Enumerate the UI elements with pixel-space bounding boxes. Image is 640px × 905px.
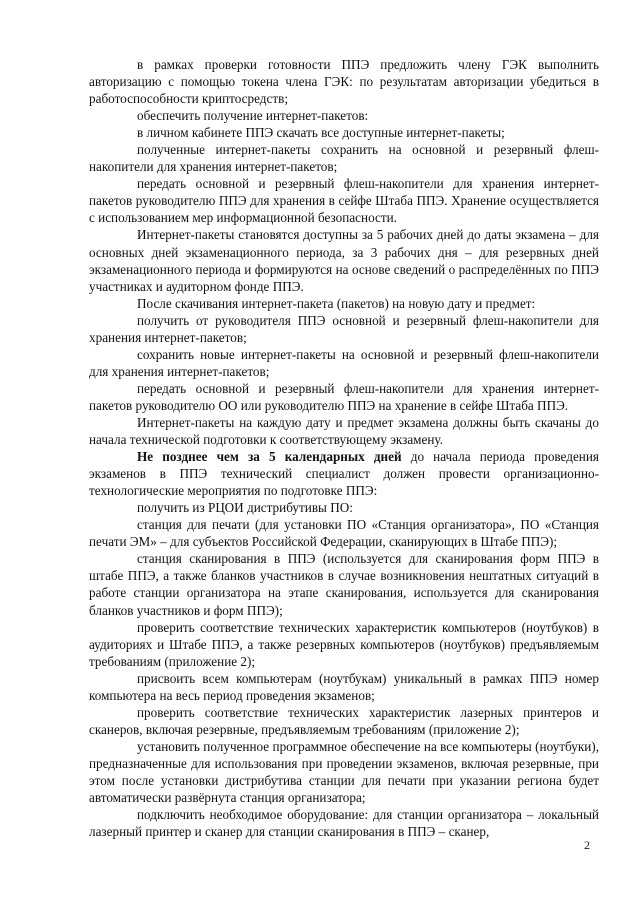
paragraph-after-download: После скачивания интернет-пакета (пакетов) на новую дату и предмет: [137, 295, 536, 311]
item-check-printers: проверить соответствие технических характеристик лазерных принтеров и сканеров, включая резервные, предъявляемым требованиям (приложение 2); [89, 704, 599, 737]
item-connect-equipment: подключить необходимое оборудование: для станции организатора – локальный лазерный принтер и сканер для станции сканирования в ППЭ – сканер, [89, 807, 599, 840]
deadline-text: до начала периода проведения экзаменов в ППЭ технический специалист должен провести организационно-технологические мероприятия по подготовке ППЭ: [89, 449, 599, 499]
item-install-software: установить полученное программное обеспечение на все компьютеры (ноутбуки), предназначенные для использования при проведении экзаменов, включая резервные, при этом после установки дистрибутива станции для печати при указании региона будет автоматически развёрнута станция организатора; [89, 738, 599, 806]
paragraph-transfer-to-head: передать основной и резервный флеш-накопители для хранения интернет-пакетов руководителю ОО или руководителю ППЭ на хранение в сейфе Штаба ППЭ. [89, 380, 599, 413]
item-get-distributions: получить из РЦОИ дистрибутивы ПО: [137, 500, 353, 516]
paragraph-transfer-flash: передать основной и резервный флеш-накопители для хранения интернет-пакетов руководителю ППЭ для хранения в сейфе Штаба ППЭ. Хранение осуществляется с использованием мер информационной безопасности. [89, 176, 599, 226]
deadline-bold-text: Не позднее чем за 5 календарных дней [137, 449, 402, 465]
paragraph-save-new-packages: сохранить новые интернет-пакеты на основной и резервный флеш-накопители для хранения интернет-пакетов; [89, 346, 599, 379]
paragraph-authorization: в рамках проверки готовности ППЭ предложить члену ГЭК выполнить авторизацию с помощью токена члена ГЭК: по результатам авторизации убедиться в работоспособности криптосредств; [89, 57, 599, 107]
paragraph-get-packages: обеспечить получение интернет-пакетов: [137, 108, 369, 124]
item-assign-numbers: присвоить всем компьютерам (ноутбукам) уникальный в рамках ППЭ номер компьютера на весь период проведения экзаменов; [89, 670, 599, 703]
item-print-station: станция для печати (для установки ПО «Станция организатора», ПО «Станция печати ЭМ» – для субъектов Российской Федерации, сканирующих в Штабе ППЭ); [89, 517, 599, 550]
paragraph-download-packages: в личном кабинете ППЭ скачать все доступные интернет-пакеты; [137, 125, 505, 141]
paragraph-download-deadline: Интернет-пакеты на каждую дату и предмет экзамена должны быть скачаны до начала технической подготовки к соответствующему экзамену. [89, 414, 599, 448]
item-scan-station: станция сканирования в ППЭ (используется для сканирования форм ППЭ в штабе ППЭ, а также бланков участников в случае возникновения нештатных ситуаций в работе станции организатора на этапе сканирования, используется для сканирования бланков участников и форм ППЭ); [89, 551, 599, 618]
page-number: 2 [584, 838, 590, 852]
paragraph-availability: Интернет-пакеты становятся доступны за 5 рабочих дней до даты экзамена – для основных дней экзаменационного периода, за 3 рабочих дня – для резервных дней экзаменационного периода и формируются на основе сведений о распределённых по ППЭ участниках и аудиторном фонде ППЭ. [89, 227, 599, 294]
document-page [89, 56, 599, 840]
paragraph-deadline [89, 448, 599, 499]
paragraph-save-packages: полученные интернет-пакеты сохранить на основной и резервный флеш-накопители для хранения интернет-пакетов; [89, 142, 599, 175]
paragraph-receive-flash: получить от руководителя ППЭ основной и резервный флеш-накопители для хранения интернет-пакетов; [89, 312, 599, 345]
item-check-computers: проверить соответствие технических характеристик компьютеров (ноутбуков) в аудиториях и Штабе ППЭ, а также резервных компьютеров (ноутбуков) предъявляемым требованиям (приложение 2); [89, 619, 599, 669]
